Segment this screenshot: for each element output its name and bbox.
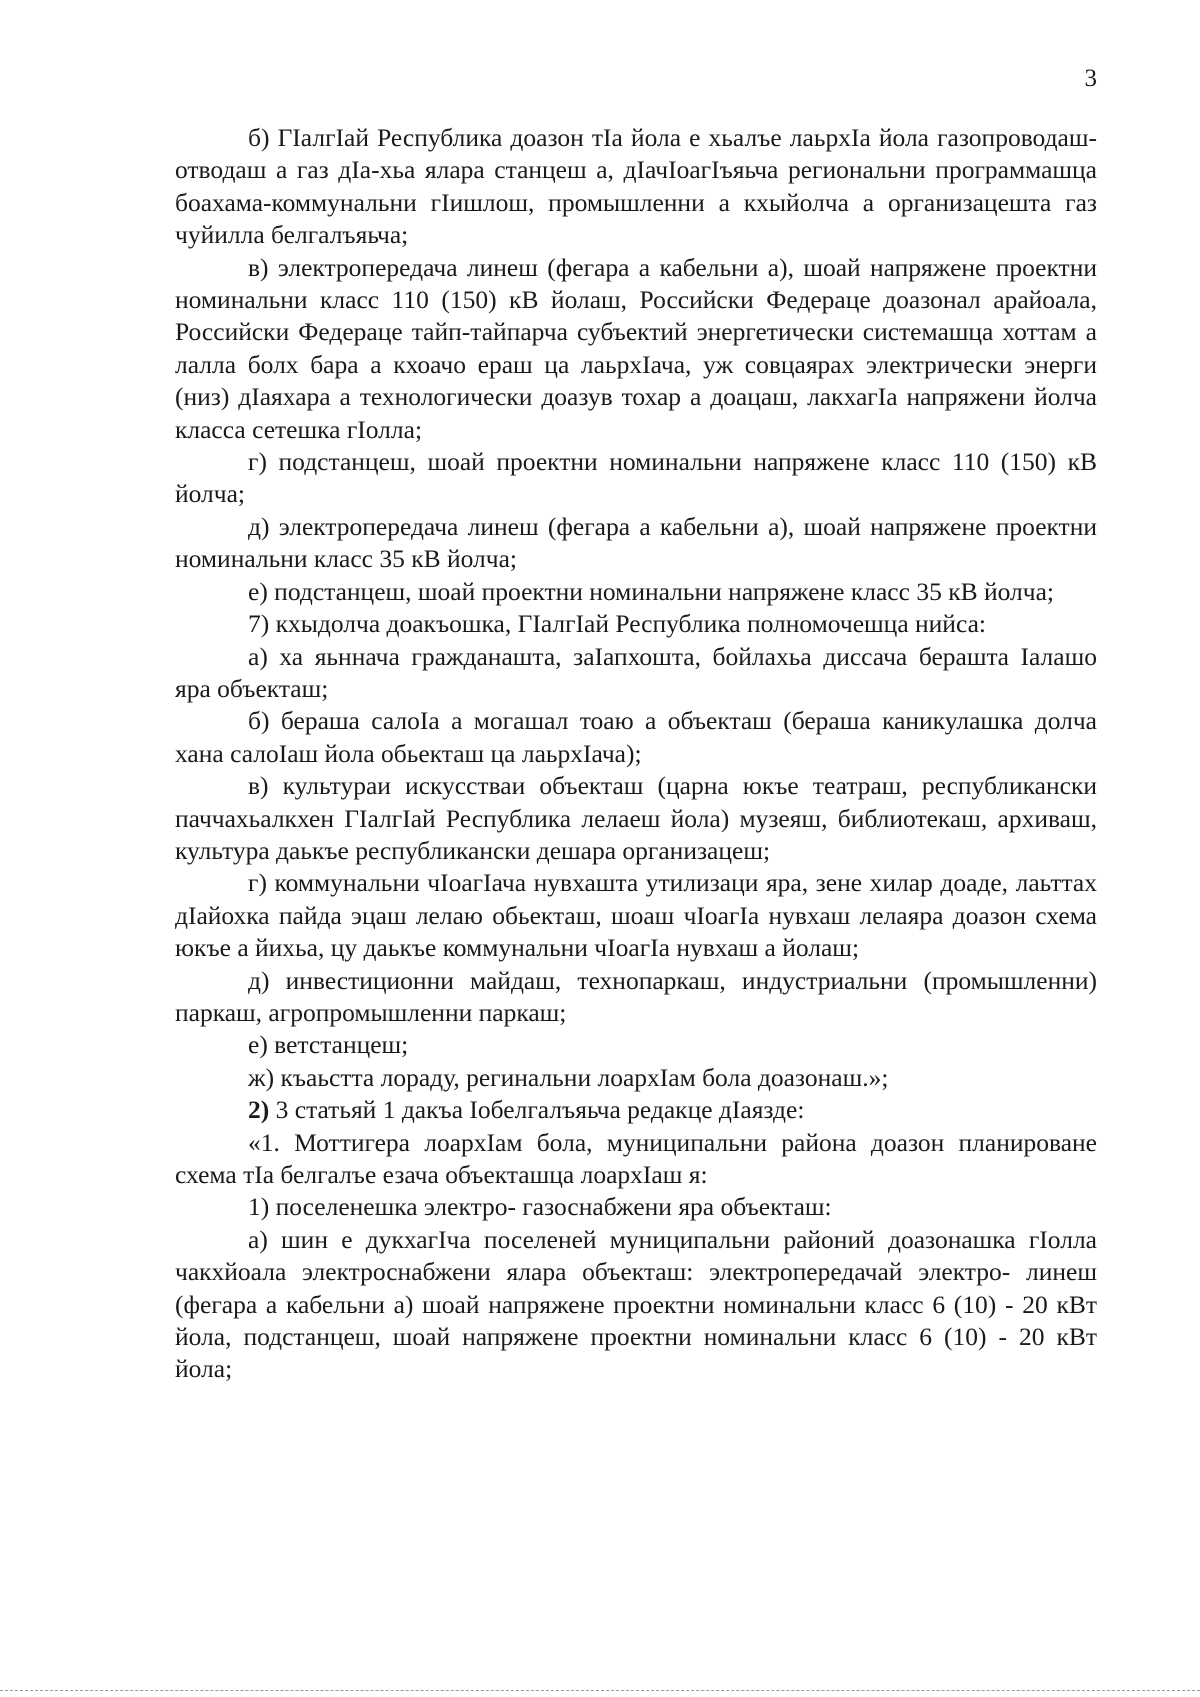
paragraph-v-culture-objects: в) культураи искусстваи объекташ (царна юкъе театраш, республикански паччахьалкхен ГIалгIай Республика лелаеш йола) музеяш, библиотекаш, архиваш, культура даькъе республикански дешара организацеш;: [175, 771, 1097, 865]
item-2-text: 3 статьяй 1 дакъа Iобелгалъяьча редакце дIаязде:: [275, 1095, 805, 1125]
paragraph-1-electro-gas: 1) поселенешка электро- газоснабжени яра объекташ:: [248, 1192, 832, 1222]
page-number: 3: [1084, 65, 1097, 92]
paragraph-g-waste-objects: г) коммунальни чIоагIача нувхашта утилизаци яра, зене хилар доаде, лаьттах дIайохка пайда эцаш лелаю обьекташ, шоаш чIоагIа нувхаш лелаяра доазон схема юкъе а йихьа, цу даькъе коммунальни чIоагIа нувхаш а йолаш;: [175, 868, 1097, 963]
item-2-marker: 2): [248, 1095, 270, 1125]
paragraph-7-other-areas: 7) кхыдолча доакъошка, ГIалгIай Республика полномочешца нийса:: [248, 609, 986, 639]
paragraph-b-gas: б) ГIалгIай Республика доазон тIа йола е хьалъе лаьрхIа йола газопроводаш-отводаш а газ дIа-хьа ялара станцеш а, дIачIоагIъяьча региональни программашца боахама-коммунальни гIишлош, промышленни а кхыйолча а организацешта газ чуйилла белгалъяьча;: [175, 123, 1097, 250]
document-body: [175, 122, 1097, 1386]
paragraph-2-article-3: [175, 1094, 1097, 1126]
paragraph-1-local-objects: «1. Моттигера лоархIам бола, муниципальни района доазон планироване схема тIа белгалъе езача объекташца лоархIаш я:: [175, 1127, 1097, 1189]
paragraph-v-power-lines-110: в) электропередача линеш (фегара а кабельни а), шоай напряжене проектни номинальни класс 110 (150) кВ йолаш, Российски Федераце доазонал арайоала, Российски Федераце тайп-тайпарча субъектий энергетически системашца хоттам а лалла болх бара а кхоачо ераш ца лаьрхIача, уж совцаярах электрически энерги (низ) дIаяхара а технологически доазув тохар а доацаш, лакхагIа напряжени йолча класса сетешка гIолла;: [175, 252, 1097, 444]
paragraph-g-substations-110: г) подстанцеш, шоай проектни номинальни напряжене класс 110 (150) кВ йолча;: [175, 447, 1097, 509]
paragraph-e-vet-stations: е) ветстанцеш;: [248, 1030, 409, 1060]
paragraph-b-children-rest: б) бераша салоIа а могашал тоаю а объекташ (бераша каникулашка долча хана салоIаш йола обьекташ ца лаьрхIача);: [175, 706, 1097, 768]
paragraph-zh-protected-areas: ж) къаьстта лораду, регинальни лоархIам бола доазонаш.»;: [248, 1062, 889, 1092]
paragraph-e-substations-35: е) подстанцеш, шоай проектни номинальни напряжене класс 35 кВ йолча;: [248, 576, 1054, 606]
bottom-scan-line: [0, 1690, 1200, 1691]
paragraph-d-investment-parks: д) инвестиционни майдаш, технопаркаш, индустриальни (промышленни) паркаш, агропромышленни паркаш;: [175, 965, 1097, 1027]
paragraph-a-electro-supply: а) шин е дукхагIча поселеней муниципальни районий доазонашка гIолла чакхйоала электроснабжени ялара объекташ: электропередачай электро- линеш (фегара а кабельни а) шоай напряжене проектни номинальни класс 6 (10) - 20 кВт йола, подстанцеш, шоай напряжене проектни номинальни класс 6 (10) - 20 кВт йола;: [175, 1224, 1097, 1384]
paragraph-d-power-lines-35: д) электропередача линеш (фегара а кабельни а), шоай напряжене проектни номинальни класс 35 кВ йолча;: [175, 511, 1097, 574]
paragraph-a-elderly-objects: а) ха яьннача гражданашта, заIапхошта, бойлахьа диссача бераштa Iалашо яра объекташ;: [175, 641, 1097, 703]
